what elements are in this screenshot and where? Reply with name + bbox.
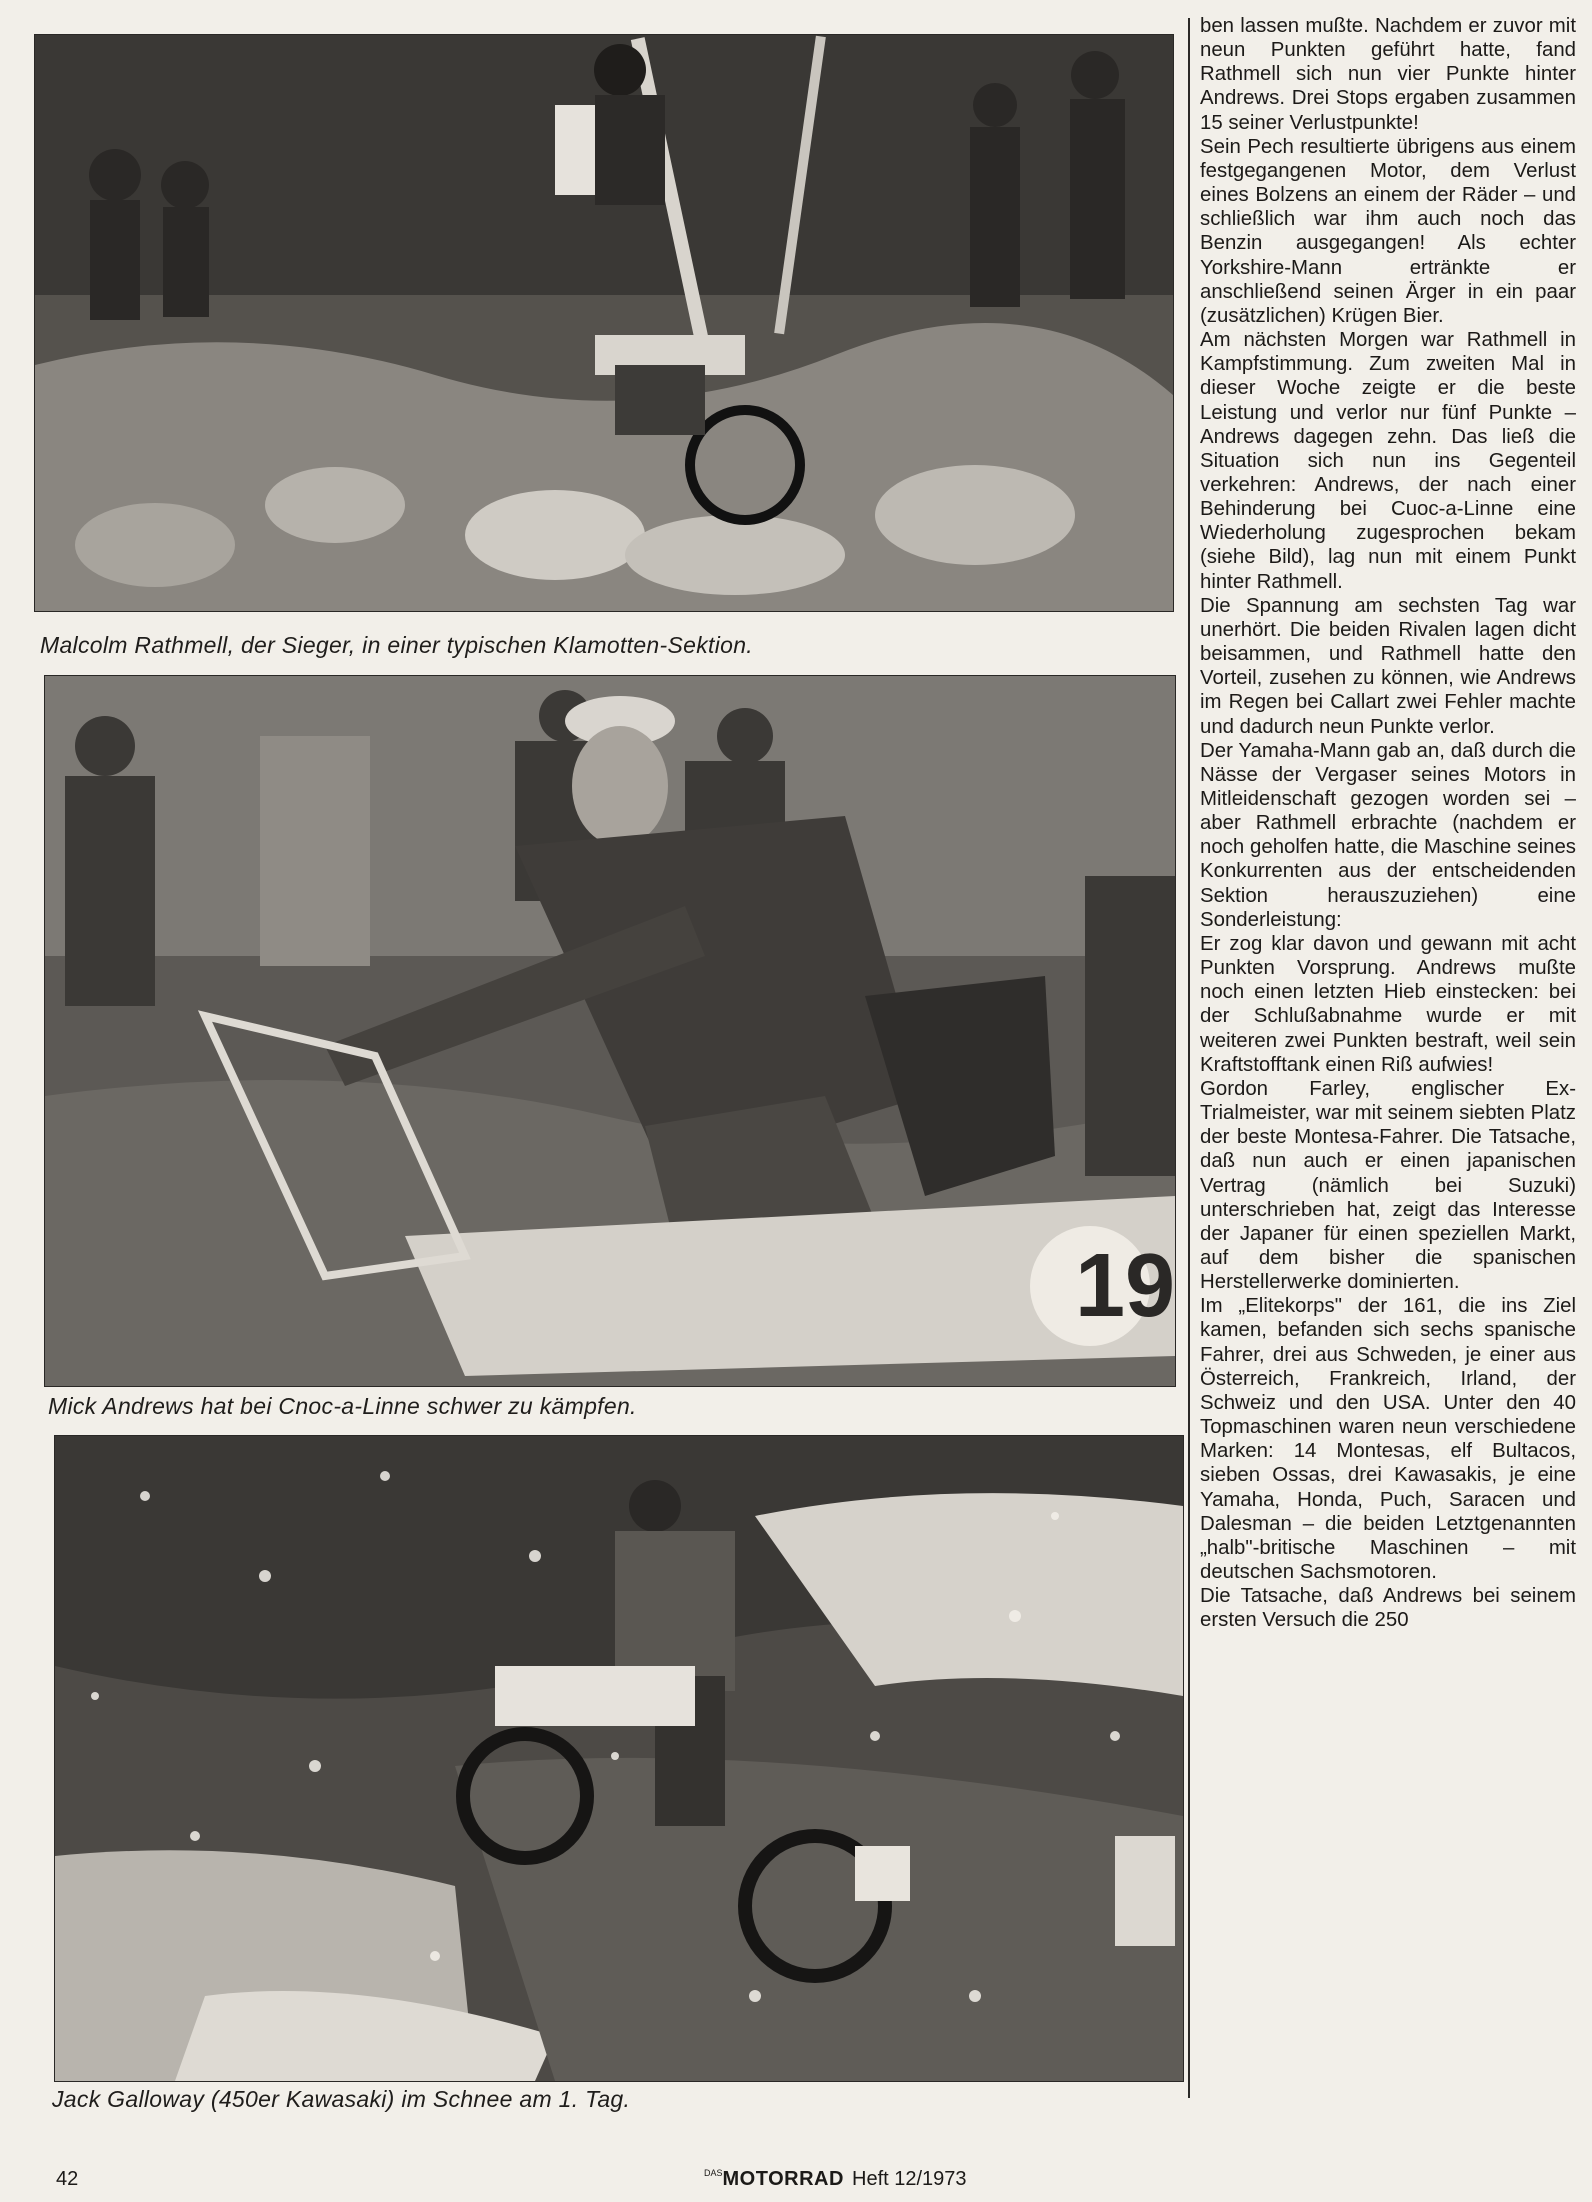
article-paragraph: Die Tatsache, daß Andrews bei seinem ersten Versuch die 250 <box>1200 1585 1576 1632</box>
snow-scene-illustration <box>55 1436 1183 2081</box>
page-number: 42 <box>56 2168 79 2190</box>
rider-illustration <box>45 676 1175 1386</box>
photo-rathmell <box>34 34 1174 612</box>
article-paragraph: Die Spannung am sechsten Tag war unerhört. Die beiden Rivalen lagen dicht beisammen, und Rathmell hatte den Vorteil, zusehen zu können, wie Andrews im Regen bei Callart zwei Fehler machte und dadurch neun Punkte verlor. <box>1200 594 1576 738</box>
caption-photo-3: Jack Galloway (450er Kawasaki) im Schnee am 1. Tag. <box>52 2086 631 2112</box>
column-divider <box>1188 18 1190 2098</box>
article-paragraph: Sein Pech resultierte übrigens aus einem festgegangenen Motor, dem Verlust eines Bolzens an einem der Räder – und schließlich war ihm auch noch das Benzin ausgegangen! Als echter Yorkshire-Mann ertränkte er anschließend seinen Ärger in ein paar (zusätzlichen) Krügen Bier. <box>1200 135 1576 327</box>
trial-section-illustration <box>35 35 1173 611</box>
article-column <box>1200 14 1576 2104</box>
photo-galloway <box>54 1435 1184 2082</box>
article-paragraph: Er zog klar davon und gewann mit acht Punkten Vorsprung. Andrews mußte noch einen letzten Hieb einstecken: bei der Schlußabnahme wurde er mit weiteren zwei Punkten bestraft, weil sein Kraftstofftank einen Riß aufwies! <box>1200 932 1576 1076</box>
issue-label: Heft 12/1973 <box>852 2168 967 2190</box>
article-paragraph: Am nächsten Morgen war Rathmell in Kampfstimmung. Zum zweiten Mal in dieser Woche zeigte er die beste Leistung und verlor nur fünf Punkte – Andrews dagegen zehn. Das ließ die Situation sich nun ins Gegenteil verkehren: Andrews, der nach einer Behinderung bei Cuoc-a-Linne eine Wiederholung zugesprochen bekam (siehe Bild), lag nun mit einem Punkt hinter Rathmell. <box>1200 329 1576 593</box>
article-paragraph: Im „Elitekorps" der 161, die ins Ziel kamen, befanden sich sechs spanische Fahrer, drei aus Schweden, je einer aus Österreich, Frankreich, Irland, der Schweiz und den USA. Unter den 40 Topmaschinen waren neun verschiedene Marken: 14 Montesas, elf Bultacos, sieben Ossas, drei Kawasakis, je eine Yamaha, Honda, Puch, Saracen und Dalesman – die beiden Letztgenannten „halb"-britische Maschinen – mit deutschen Sachsmotoren. <box>1200 1295 1576 1583</box>
magazine-title: MOTORRAD <box>722 2168 844 2190</box>
caption-photo-1: Malcolm Rathmell, der Sieger, in einer typischen Klamotten-Sektion. <box>40 632 753 658</box>
magazine-name <box>704 2168 844 2191</box>
caption-photo-2: Mick Andrews hat bei Cnoc-a-Linne schwer zu kämpfen. <box>48 1393 637 1419</box>
magazine-prefix: DAS <box>704 2168 723 2178</box>
article-paragraph: Gordon Farley, englischer Ex-Trialmeister, war mit seinem siebten Platz der beste Montesa-Fahrer. Die Tatsache, daß nun auch er einen japanischen Vertrag (nämlich bei Suzuki) unterschrieben hat, zeigt das Interesse der Japaner für einen speziellen Markt, auf dem bisher die spanischen Herstellerwerke dominierten. <box>1200 1077 1576 1294</box>
photo-andrews <box>44 675 1176 1387</box>
article-paragraph: ben lassen mußte. Nachdem er zuvor mit neun Punkten geführt hatte, fand Rathmell sich nun vier Punkte hinter Andrews. Drei Stops ergaben zusammen 15 seiner Verlustpunkte! <box>1200 15 1576 134</box>
svg-text:19: 19 <box>1075 1236 1175 1336</box>
article-paragraph: Der Yamaha-Mann gab an, daß durch die Nässe der Vergaser seines Motors in Mitleidenschaft gezogen worden sei – aber Rathmell erbrachte (nachdem er noch geholfen hatte, die Maschine seines Konkurrenten aus der entscheidenden Sektion herauszuziehen) eine Sonderleistung: <box>1200 739 1576 931</box>
